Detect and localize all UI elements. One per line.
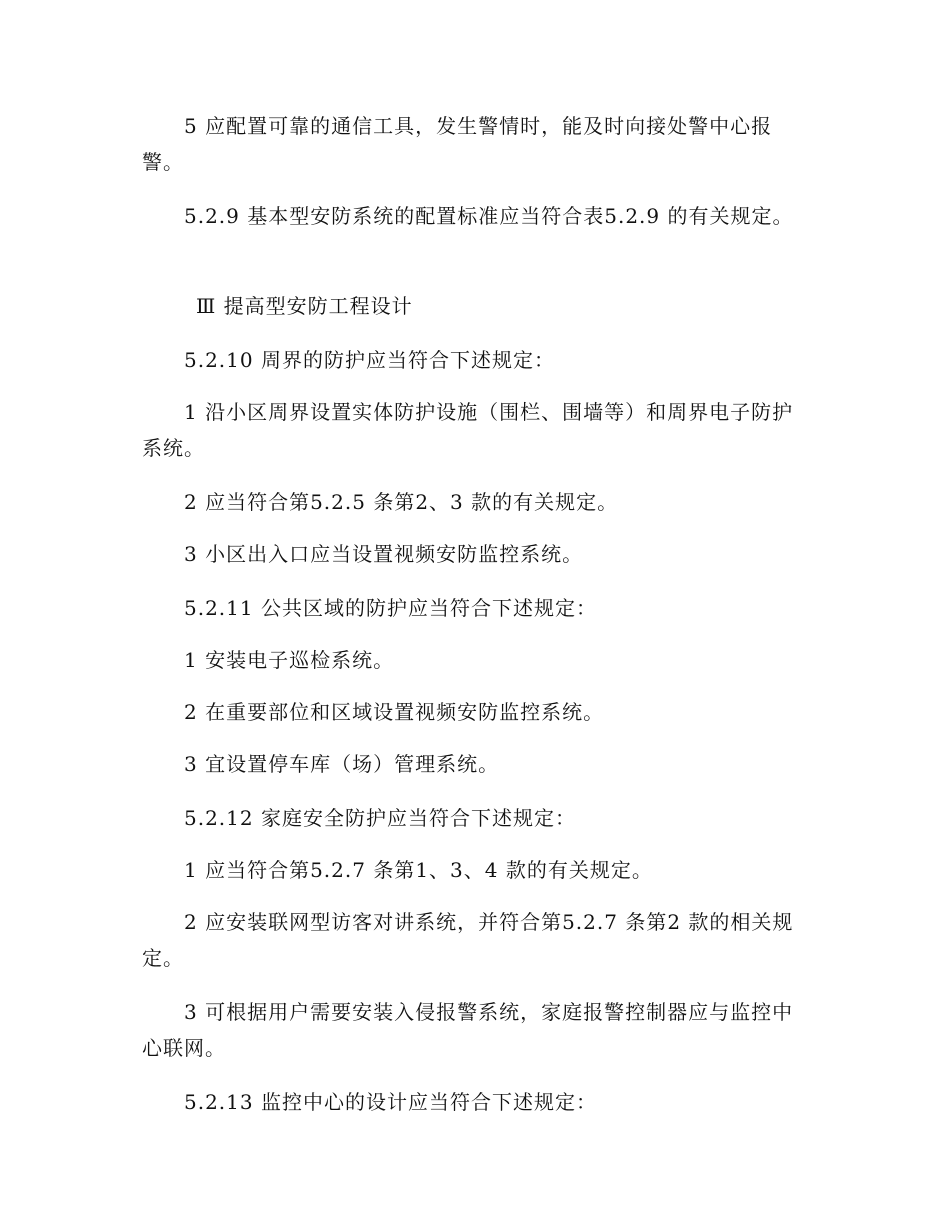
paragraph-public-item-3: 3 宜设置停车库（场）管理系统。 — [184, 752, 500, 776]
paragraph-perimeter-item-3: 3 小区出入口应当设置视频安防监控系统。 — [184, 542, 584, 566]
paragraph-item-5-comms: 5 应配置可靠的通信工具，发生警情时，能及时向接处警中心报警。 — [142, 114, 773, 174]
paragraph-home-item-3: 3 可根据用户需要安装入侵报警系统，家庭报警控制器应与监控中心联网。 — [142, 1000, 794, 1060]
paragraph-home-item-1: 1 应当符合第5.2.7 条第1、3、4 款的有关规定。 — [184, 858, 653, 882]
paragraph-perimeter-item-1: 1 沿小区周界设置实体防护设施（围栏、围墙等）和周界电子防护系统。 — [142, 400, 794, 460]
paragraph-public-item-1: 1 安装电子巡检系统。 — [184, 648, 395, 672]
paragraph-perimeter-item-2: 2 应当符合第5.2.5 条第2、3 款的有关规定。 — [184, 490, 619, 514]
paragraph-clause-5-2-9: 5.2.9 基本型安防系统的配置标准应当符合表5.2.9 的有关规定。 — [184, 204, 794, 228]
paragraph-clause-5-2-12: 5.2.12 家庭安全防护应当符合下述规定： — [184, 806, 576, 830]
paragraph-clause-5-2-11: 5.2.11 公共区域的防护应当符合下述规定： — [184, 596, 597, 620]
section-heading-iii: Ⅲ 提高型安防工程设计 — [196, 294, 413, 318]
paragraph-clause-5-2-13: 5.2.13 监控中心的设计应当符合下述规定： — [184, 1090, 597, 1114]
paragraph-clause-5-2-10: 5.2.10 周界的防护应当符合下述规定： — [184, 348, 555, 372]
paragraph-home-item-2: 2 应安装联网型访客对讲系统，并符合第5.2.7 条第2 款的相关规定。 — [142, 910, 794, 970]
paragraph-public-item-2: 2 在重要部位和区域设置视频安防监控系统。 — [184, 700, 605, 724]
